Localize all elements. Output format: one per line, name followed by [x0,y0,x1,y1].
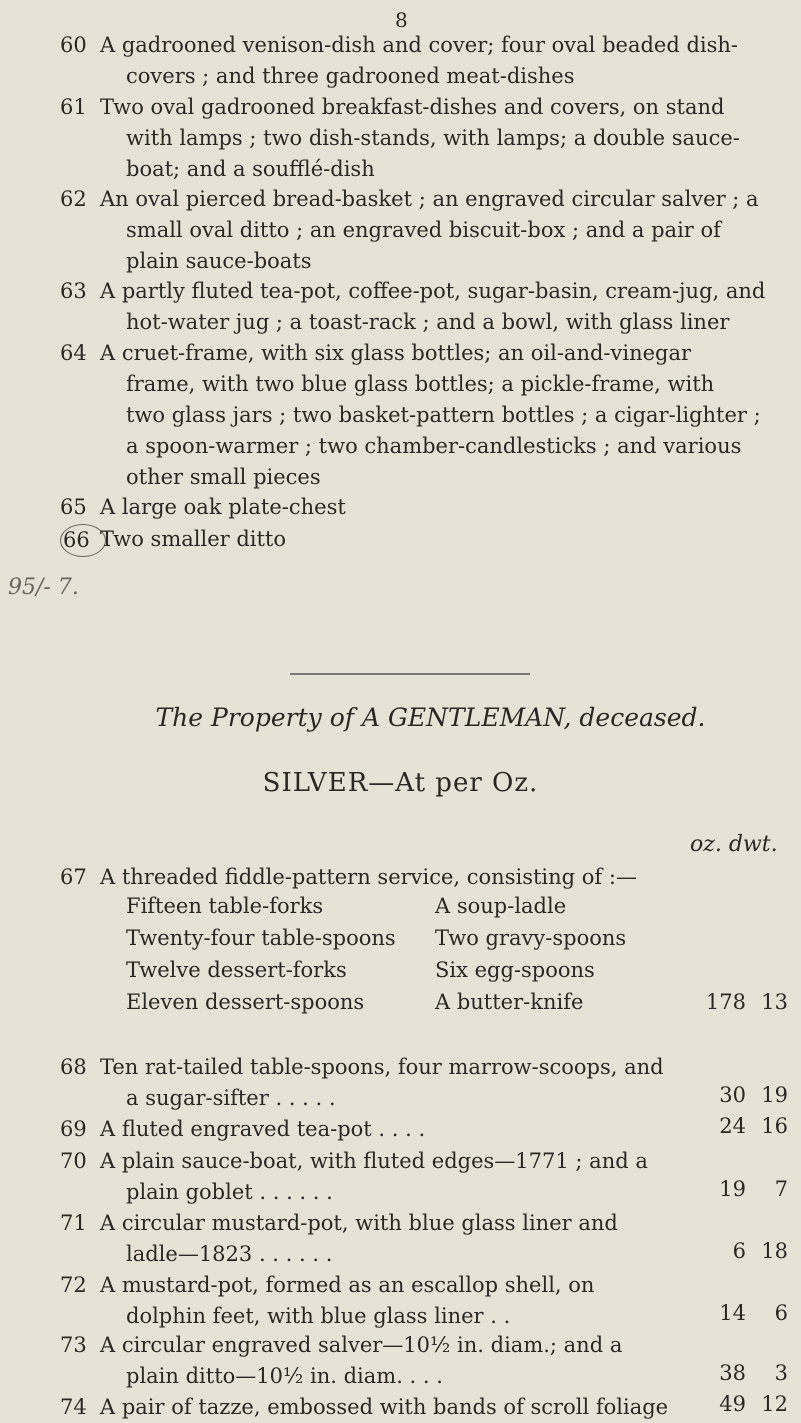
lot-number: 72 [60,1273,87,1297]
units-header: oz. dwt. [690,832,778,857]
lot-number: 71 [60,1211,87,1235]
weight-oz: 30 [719,1083,746,1107]
service-item: Six egg-spoons [435,958,595,982]
weight-dwt: 16 [761,1114,788,1138]
weight-dwt: 19 [761,1083,788,1107]
lot-description [100,1114,790,1145]
description-line: covers ; and three gadrooned meat-dishes [126,64,575,88]
description-line: A cruet-frame, with six glass bottles; an oil-and-vinegar [100,341,692,365]
description-line: other small pieces [126,465,321,489]
lot-description [100,492,790,523]
weight-oz: 19 [719,1177,746,1201]
lot-number: 67 [60,865,87,889]
weight-oz: 24 [719,1114,746,1138]
lot-description [100,184,790,277]
description-line: A circular engraved salver—10½ in. diam.; and a [100,1333,623,1357]
description-line: plain ditto—10½ in. diam. . . . [126,1364,443,1388]
service-item: A soup-ladle [435,894,567,918]
lot-description [100,524,790,555]
lot-number: 64 [60,341,87,365]
service-item: Twelve dessert-forks [126,958,347,982]
lot-description [100,1146,790,1208]
service-item: Twenty-four table-spoons [126,926,396,950]
service-item: Fifteen table-forks [126,894,324,918]
description-line: A large oak plate-chest [100,495,346,519]
weight-dwt: 3 [774,1361,788,1385]
description-line: small oval ditto ; an engraved biscuit-box ; and a pair of [126,218,721,242]
lot-description [100,92,790,185]
weight-dwt: 6 [774,1301,788,1325]
description-line: frame, with two blue glass bottles; a pickle-frame, with [126,372,715,396]
lot-number: 74 [60,1395,87,1419]
description-line: boat; and a soufflé-dish [126,157,375,181]
lot-description: A threaded fiddle-pattern service, consisting of :— [100,865,637,889]
weight-dwt: 13 [761,990,788,1014]
description-line: Two oval gadrooned breakfast-dishes and covers, on stand [100,95,725,119]
lot-description [100,276,790,338]
lot-number: 61 [60,95,87,119]
description-line: A pair of tazze, embossed with bands of scroll foliage [100,1395,669,1419]
page-number: 8 [395,8,408,32]
lot-description [100,1052,790,1114]
lot-number: 66 [60,524,106,557]
description-line: a sugar-sifter . . . . . [126,1086,336,1110]
lot-number: 65 [60,495,87,519]
description-line: A circular mustard-pot, with blue glass liner and [100,1211,618,1235]
weight-oz: 178 [705,990,746,1014]
lot-number: 60 [60,33,87,57]
service-item: A butter-knife [435,990,584,1014]
description-line: A fluted engraved tea-pot . . . . [100,1117,426,1141]
property-heading: The Property of A GENTLEMAN, deceased. [155,703,706,732]
lot-number: 68 [60,1055,87,1079]
lot-description [100,1392,790,1423]
description-line: Two smaller ditto [100,527,287,551]
section-heading: SILVER—At per Oz. [262,768,539,798]
handwritten-note: 95/- 7. [8,575,79,600]
weight-oz: 6 [732,1239,746,1263]
description-line: dolphin feet, with blue glass liner . . [126,1304,511,1328]
lot-description [100,1330,790,1392]
lot-description [100,1208,790,1270]
section-divider [290,673,530,675]
description-line: Ten rat-tailed table-spoons, four marrow-scoops, and [100,1055,664,1079]
lot-number: 70 [60,1149,87,1173]
description-line: a spoon-warmer ; two chamber-candlesticks ; and various [126,434,742,458]
description-line: A plain sauce-boat, with fluted edges—1771 ; and a [100,1149,648,1173]
description-line: with lamps ; two dish-stands, with lamps; a double sauce- [126,126,740,150]
description-line: An oval pierced bread-basket ; an engraved circular salver ; a [100,187,759,211]
weight-oz: 14 [719,1301,746,1325]
lot-number: 63 [60,279,87,303]
description-line: hot-water jug ; a toast-rack ; and a bowl, with glass liner [126,310,730,334]
description-line: A partly fluted tea-pot, coffee-pot, sugar-basin, cream-jug, and [100,279,766,303]
description-line: A gadrooned venison-dish and cover; four oval beaded dish- [100,33,739,57]
weight-dwt: 7 [774,1177,788,1201]
weight-oz: 38 [719,1361,746,1385]
lot-number: 69 [60,1117,87,1141]
lot-description [100,338,790,493]
description-line: plain goblet . . . . . . [126,1180,333,1204]
weight-dwt: 18 [761,1239,788,1263]
weight-oz: 49 [719,1392,746,1416]
lot-number: 73 [60,1333,87,1357]
lot-number: 62 [60,187,87,211]
service-item: Two gravy-spoons [435,926,627,950]
weight-dwt: 12 [761,1392,788,1416]
description-line: ladle—1823 . . . . . . [126,1242,333,1266]
lot-description [100,30,790,92]
description-line: plain sauce-boats [126,249,312,273]
description-line: two glass jars ; two basket-pattern bottles ; a cigar-lighter ; [126,403,761,427]
service-item: Eleven dessert-spoons [126,990,365,1014]
description-line: A mustard-pot, formed as an escallop shell, on [100,1273,595,1297]
lot-description [100,1270,790,1332]
